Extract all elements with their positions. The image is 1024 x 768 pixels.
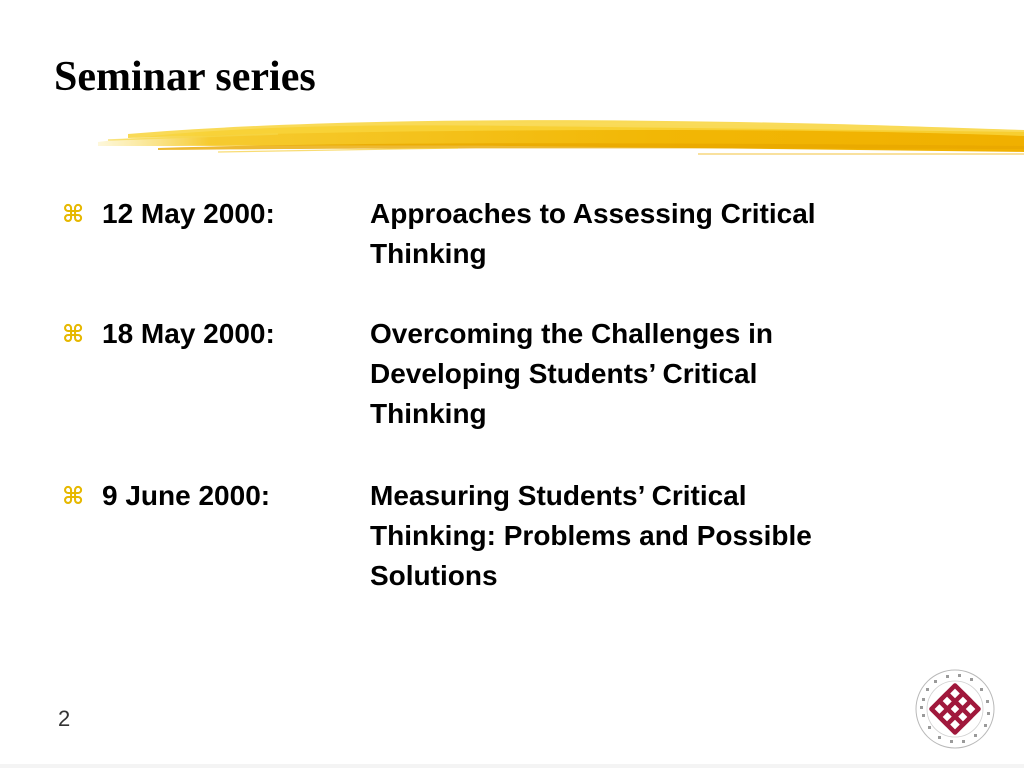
seminar-topic-line: Solutions xyxy=(370,560,498,591)
seminar-topic-line: Thinking xyxy=(370,398,487,429)
seminar-topic-line: Thinking: Problems and Possible xyxy=(370,520,812,551)
seminar-topic-line: Thinking xyxy=(370,238,487,269)
seminar-item xyxy=(62,194,962,314)
seminar-topic-line: Approaches to Assessing Critical xyxy=(370,198,816,229)
seminar-topic xyxy=(370,194,950,274)
seminar-date: 12 May 2000: xyxy=(102,198,275,229)
seminar-item xyxy=(62,476,962,638)
seminar-topic xyxy=(370,314,950,434)
seminar-topic-line: Measuring Students’ Critical xyxy=(370,480,747,511)
footer-divider xyxy=(0,764,1024,768)
seminar-topic xyxy=(370,476,950,596)
seminar-topic-line: Overcoming the Challenges in xyxy=(370,318,773,349)
university-logo-icon xyxy=(914,668,996,750)
slide-title: Seminar series xyxy=(54,54,316,100)
seminar-list xyxy=(62,194,962,638)
seminar-topic-line: Developing Students’ Critical xyxy=(370,358,758,389)
page-number: 2 xyxy=(58,706,71,731)
command-bullet-icon: ⌘ xyxy=(62,320,85,348)
seminar-item xyxy=(62,314,962,476)
brush-stroke-divider xyxy=(98,112,1024,162)
command-bullet-icon: ⌘ xyxy=(62,482,85,510)
seminar-date: 18 May 2000: xyxy=(102,318,275,349)
seminar-date: 9 June 2000: xyxy=(102,480,271,511)
command-bullet-icon: ⌘ xyxy=(62,200,85,228)
